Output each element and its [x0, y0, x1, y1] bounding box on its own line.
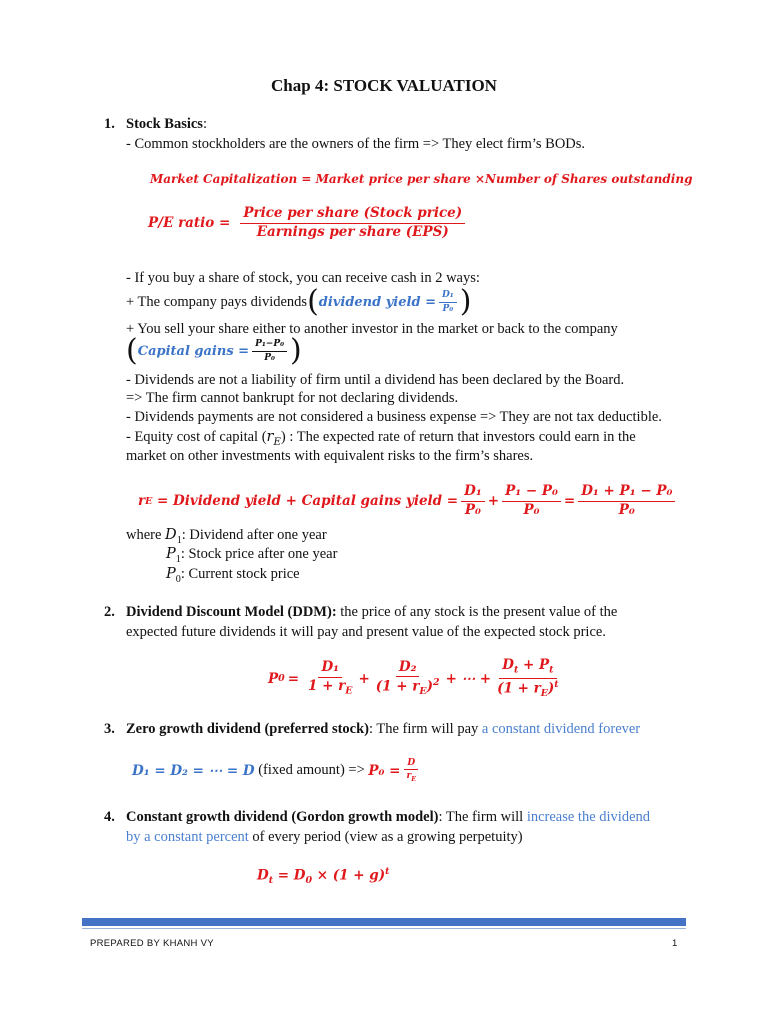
section-3-heading: 3. Zero growth dividend (preferred stock): The firm will pay a constant dividend forever	[104, 721, 641, 737]
footer-bar	[82, 918, 686, 926]
text-line: - Dividends payments are not considered a business expense => They are not tax deductible.	[126, 409, 662, 425]
section-number: 1.	[104, 116, 115, 132]
formula-zero-growth: D₁ = D₂ = ⋯ = D (fixed amount) => P₀ = $\frac{D}{r_E}$	[132, 758, 422, 783]
text-line: expected future dividends it will pay and present value of the expected stock price.	[126, 624, 606, 640]
section-title: Zero growth dividend (preferred stock)	[126, 721, 369, 737]
formula-equity-cost: r E = Dividend yield + Capital gains yield = $\frac{\text{D₁}}{\text{P₀}}$ + $\frac{\text{P₁ − P₀}}{\text{P₀}}$ = $\frac{\text{D₁ + P₁ − P₀}}{\text{P₀}}$	[138, 484, 678, 518]
where-line-1: where $D_1$: Dividend after one year	[126, 527, 327, 546]
formula-pe-ratio: P/E ratio = $\frac{\text{Price per share (Stock price)}}{\text{Earnings per share (EPS)}}$	[148, 206, 468, 240]
formula-capital-gains: ( Capital gains = $\frac{\text{P₁−P₀}}{\text{P₀}}$ )	[126, 333, 302, 368]
page-title: Chap 4: STOCK VALUATION	[271, 76, 497, 95]
text-line: + You sell your share either to another investor in the market or back to the company	[126, 321, 618, 337]
formula-market-cap: Market Capitalization = Market price per share ×Number of Shares outstanding	[150, 172, 693, 186]
where-line-2: $P_1$: Stock price after one year	[166, 546, 338, 565]
section-title: Constant growth dividend (Gordon growth model)	[126, 809, 439, 825]
footer-rule	[82, 928, 686, 929]
text-line-dividends: + The company pays dividends ( dividend yield = $\frac{\text{D₁}}{\text{P₀}}$ )	[126, 284, 472, 319]
text-line-cost-of-capital: - Equity cost of capital $(r_E)$ : The expected rate of return that investors could earn in the	[126, 429, 636, 448]
section-1-heading: 1. Stock Basics:	[104, 116, 207, 132]
formula-ddm: P 0 = $\frac{\text{D₁}}{1 + r_E}$ + $\frac{\text{D₂}}{(1 + r_E)^2}$ + ⋯ + $\frac{D_t + P_t}{(1 + r_E)^t}$	[268, 657, 559, 699]
text-line: => The firm cannot bankrupt for not declaring dividends.	[126, 390, 459, 406]
section-4-heading: 4. Constant growth dividend (Gordon growth model): The firm will increase the dividend	[104, 809, 651, 825]
text-line: - If you buy a share of stock, you can receive cash in 2 ways:	[126, 270, 480, 286]
section-number: 4.	[104, 809, 115, 825]
section-title: Dividend Discount Model (DDM):	[126, 604, 337, 620]
text-line: market on other investments with equivalent risks to the firm’s shares.	[126, 448, 534, 464]
footer-author: PREPARED BY KHANH VY	[90, 938, 214, 949]
section-number: 3.	[104, 721, 115, 737]
section-number: 2.	[104, 604, 115, 620]
text-line: - Dividends are not a liability of firm until a dividend has been declared by the Board.	[126, 372, 625, 388]
text-line: by a constant percent of every period (view as a growing perpetuity)	[126, 829, 523, 845]
page-number: 1	[672, 938, 678, 949]
section-title: Stock Basics	[126, 116, 203, 132]
section-2-heading: 2. Dividend Discount Model (DDM): the price of any stock is the present value of the	[104, 604, 618, 620]
where-line-3: $P_0$: Current stock price	[166, 566, 300, 585]
text-line: - Common stockholders are the owners of the firm => They elect firm’s BODs.	[126, 136, 586, 152]
formula-gordon: $D_t = D_0 \times (1 + g)^t$	[257, 866, 390, 887]
